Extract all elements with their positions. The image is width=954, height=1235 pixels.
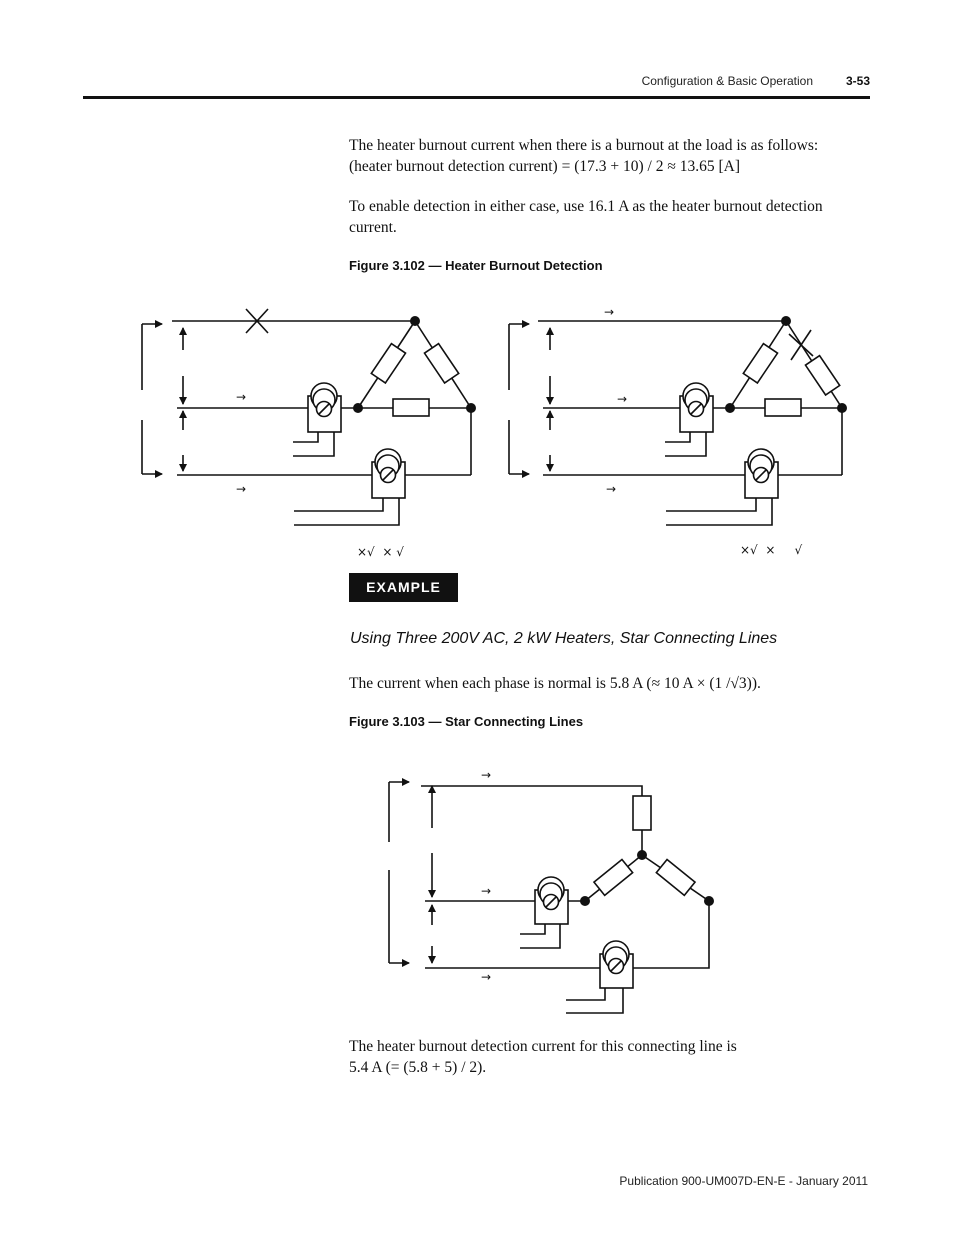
paragraph-detection-current [349,1036,869,1078]
figure-102-current-arrow: → [606,482,617,496]
figure-102-left-formula: ×√ × √ [357,545,404,559]
figure-103-diagram [0,740,954,1030]
paragraph-line: The heater burnout current when there is a burnout at the load is as follows: [349,137,819,154]
paragraph-line: current. [349,219,397,236]
figure-102-current-arrow: → [617,392,628,406]
figure-102-current-arrow: → [236,482,247,496]
header-section-title: Configuration & Basic Operation [641,74,813,88]
paragraph-line: The heater burnout detection current for this connecting line is [349,1038,737,1055]
paragraph-line: (heater burnout detection current) = (17.3 + 10) / 2 ≈ 13.65 [A] [349,158,740,175]
example-title: Using Three 200V AC, 2 kW Heaters, Star Connecting Lines [350,630,778,647]
figure-103-current-arrow: → [481,768,492,782]
example-label: EXAMPLE [349,573,458,602]
figure-102-caption: Figure 3.102 — Heater Burnout Detection [349,258,603,273]
figure-103-current-arrow: → [481,970,492,984]
figure-102-current-arrow: → [604,305,615,319]
figure-102-current-arrow: → [236,390,247,404]
figure-103-current-arrow: → [481,884,492,898]
figure-102-right-formula: ×√ × √ [740,543,803,557]
footer-publication: Publication 900-UM007D-EN-E - January 2011 [619,1174,868,1188]
figure-102-diagram [0,0,954,570]
paragraph-normal-current: The current when each phase is normal is 5.8 A (≈ 10 A × (1 /√3)). [349,675,761,692]
paragraph-line: 5.4 A (= (5.8 + 5) / 2). [349,1059,487,1076]
figure-102-right-circuit [509,321,842,525]
figure-102-left-circuit [142,309,471,525]
figure-103-caption: Figure 3.103 — Star Connecting Lines [349,714,584,729]
header-page-number: 3-53 [845,74,870,88]
paragraph-line: To enable detection in either case, use 16.1 A as the heater burnout detection [349,198,823,215]
